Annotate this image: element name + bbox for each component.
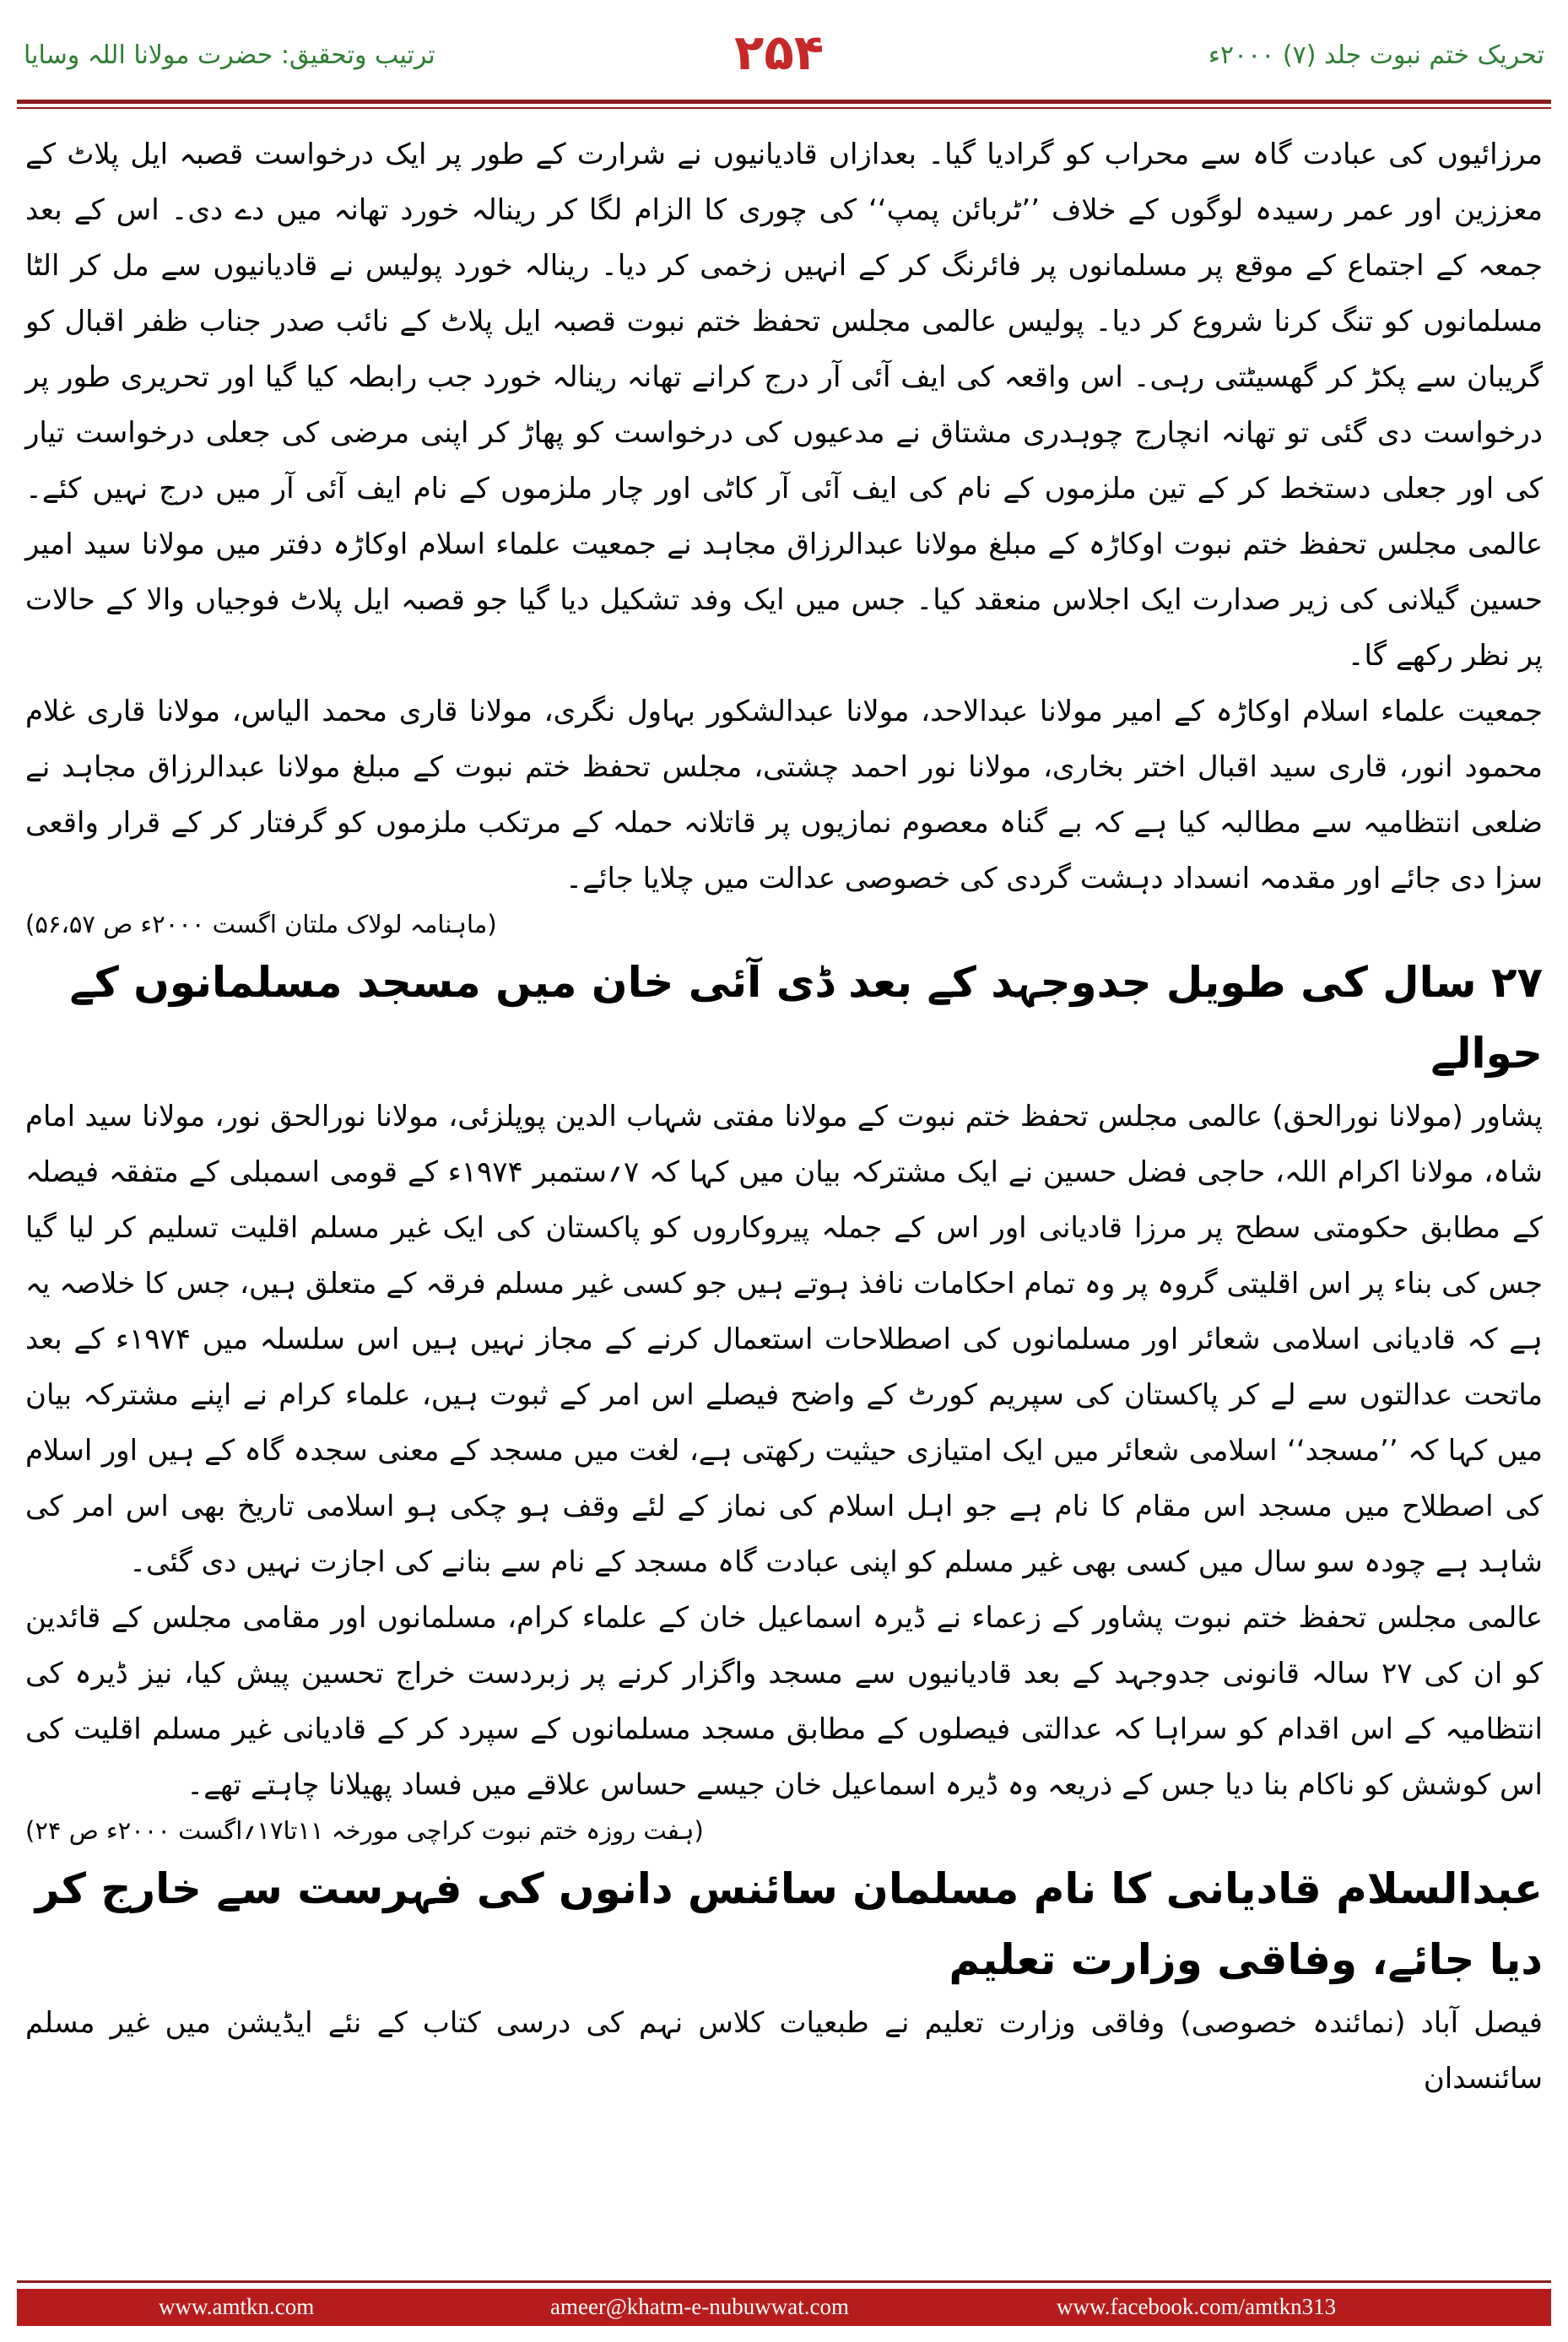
article2-headline: ۲۷ سال کی طویل جدوجہد کے بعد ڈی آئی خان میں مسجد مسلمانوں کے حوالے bbox=[69, 958, 1543, 1078]
website-link[interactable]: www.amtkn.com bbox=[159, 2294, 315, 2319]
article2-paragraph1: پشاور (مولانا نورالحق) عالمی مجلس تحفظ ختم نبوت کے مولانا مفتی شہاب الدین پوپلزئی، مولانا نورالحق نور، مولانا سید امام شاہ، مولانا اکرام اللہ، حاجی فضل حسین نے ایک مشترکہ بیان میں کہا کہ ۷؍ستمبر ۱۹۷۴ء کے قومی اسمبلی کے متفقہ فیصلہ کے مطابق حکومتی سطح پر مرزا قادیانی اور اس کے جملہ پیروکاروں کو پاکستان کی ایک غیر مسلم اقلیت تسلیم کر لیا گیا جس کی بناء پر اس اقلیتی گروہ پر وہ تمام احکامات نافذ ہوتے ہیں جو کسی غیر مسلم فرقہ کے متعلق ہیں، جس کا خلاصہ یہ ہے کہ قادیانی اسلامی شعائر اور مسلمانوں کی اصطلاحات استعمال کرنے کے مجاز نہیں ہیں اس سلسلہ میں ۱۹۷۴ء کے بعد ماتحت عدالتوں سے لے کر پاکستان کی سپریم کورٹ کے واضح فیصلے اس امر کے ثبوت ہیں، علماء کرام نے اپنے مشترکہ بیان میں کہا کہ ’’مسجد‘‘ اسلامی شعائر میں ایک امتیازی حیثیت رکھتی ہے، لغت میں مسجد کے معنی سجدہ گاہ کے ہیں اور اسلام کی اصطلاح میں مسجد اس مقام کا نام ہے جو اہل اسلام کی نماز کے لئے وقف ہو چکی ہو اسلامی تاریخ بھی اس امر کی شاہد ہے چودہ سو سال میں کسی بھی غیر مسلم کو اپنی عبادت گاہ مسجد کے نام سے بنانے کی اجازت نہیں دی گئی۔ bbox=[25, 1100, 1543, 1579]
footer-divider bbox=[17, 2280, 1551, 2283]
compiler-credit: ترتیب وتحقیق: حضرت مولانا اللہ وسایا bbox=[24, 41, 435, 70]
email-link[interactable]: ameer@khatm-e-nubuwwat.com bbox=[550, 2294, 849, 2319]
header-divider bbox=[17, 100, 1551, 104]
page-body bbox=[25, 127, 1543, 2279]
article2-citation: (ہفت روزہ ختم نبوت کراچی مورخہ ۱۱تا۱۷؍اگست ۲۰۰۰ء ص ۲۴) bbox=[25, 1816, 704, 1845]
article3-paragraph1: فیصل آباد (نمائندہ خصوصی) وفاقی وزارت تعلیم نے طبعیات کلاس نہم کی درسی کتاب کے نئے ایڈیشن میں غیر مسلم سائنسدان bbox=[25, 2006, 1543, 2096]
article2-paragraph2: عالمی مجلس تحفظ ختم نبوت پشاور کے زعماء نے ڈیرہ اسماعیل خان کے علماء کرام، مسلمانوں اور مقامی مجلس کے قائدین کو ان کی ۲۷ سالہ قانونی جدوجہد کے بعد قادیانیوں سے مسجد واگزار کرنے پر زبردست خراج تحسین پیش کیا، نیز ڈیرہ کی انتظامیہ کے اس اقدام کو سراہا کہ عدالتی فیصلوں کے مطابق مسجد مسلمانوں کے سپرد کر کے قادیانی غیر مسلم اقلیت کی اس کوشش کو ناکام بنا دیا جس کے ذریعہ وہ ڈیرہ اسماعیل خان جیسے حساس علاقے میں فساد پھیلانا چاہتے تھے۔ bbox=[25, 1601, 1543, 1802]
article3-headline: عبدالسلام قادیانی کا نام مسلمان سائنس دانوں کی فہرست سے خارج کر دیا جائے، وفاقی وزارت تعلیم bbox=[35, 1864, 1543, 1984]
article1-citation: (ماہنامہ لولاک ملتان اگست ۲۰۰۰ء ص ۵۶،۵۷) bbox=[25, 910, 497, 938]
article1-paragraph2: جمعیت علماء اسلام اوکاڑہ کے امیر مولانا عبدالاحد، مولانا عبدالشکور بہاول نگری، مولانا قاری محمد الیاس، مولانا قاری غلام محمود انور، قاری سید اقبال اختر بخاری، مولانا نور احمد چشتی، مجلس تحفظ ختم نبوت کے مبلغ مولانا عبدالرزاق مجاہد نے ضلعی انتظامیہ سے مطالبہ کیا ہے کہ بے گناہ معصوم نمازیوں پر قاتلانہ حملہ کے مرتکب ملزموں کو گرفتار کر کے قرار واقعی سزا دی جائے اور مقدمہ انسداد دہشت گردی کی خصوصی عدالت میں چلایا جائے۔ bbox=[25, 695, 1543, 895]
header-divider-thin bbox=[17, 107, 1551, 109]
article1-paragraph1: مرزائیوں کی عبادت گاہ سے محراب کو گرادیا گیا۔ بعدازاں قادیانیوں نے شرارت کے طور پر ایک درخواست قصبہ ایل پلاٹ کے معززین اور عمر رسیدہ لوگوں کے خلاف ’’ٹربائن پمپ‘‘ کی چوری کا الزام لگا کر رینالہ خورد تھانہ میں دے دی۔ اس کے بعد جمعہ کے اجتماع کے موقع پر مسلمانوں پر فائرنگ کر کے انہیں زخمی کر دیا۔ رینالہ خورد پولیس نے قادیانیوں سے مل کر الٹا مسلمانوں کو تنگ کرنا شروع کر دیا۔ پولیس عالمی مجلس تحفظ ختم نبوت قصبہ ایل پلاٹ کے نائب صدر جناب ظفر اقبال کو گریبان سے پکڑ کر گھسیٹتی رہی۔ اس واقعہ کی ایف آئی آر درج کرانے تھانہ رینالہ خورد جب رابطہ کیا گیا اور تحریری طور پر درخواست دی گئی تو تھانہ انچارج چوہدری مشتاق نے مدعیوں کی درخواست کو پھاڑ کر اپنی مرضی کی جعلی درخواست تیار کی اور جعلی دستخط کر کے تین ملزموں کے نام کی ایف آئی آر کاٹی اور چار ملزموں کے نام ایف آئی آر میں درج نہیں کئے۔ عالمی مجلس تحفظ ختم نبوت اوکاڑہ کے مبلغ مولانا عبدالرزاق مجاہد نے جمعیت علماء اسلام اوکاڑہ دفتر میں مولانا سید امیر حسین گیلانی کی زیر صدارت ایک اجلاس منعقد کیا۔ جس میں ایک وفد تشکیل دیا گیا جو قصبہ ایل پلاٹ فوجیاں والا کے حالات پر نظر رکھے گا۔ bbox=[25, 138, 1543, 673]
page-footer bbox=[17, 2289, 1551, 2326]
page-number: ۲۵۴ bbox=[734, 24, 825, 81]
book-title: تحریک ختم نبوت جلد (۷) ۲۰۰۰ء bbox=[1208, 41, 1544, 70]
facebook-link[interactable]: www.facebook.com/amtkn313 bbox=[1057, 2294, 1337, 2319]
